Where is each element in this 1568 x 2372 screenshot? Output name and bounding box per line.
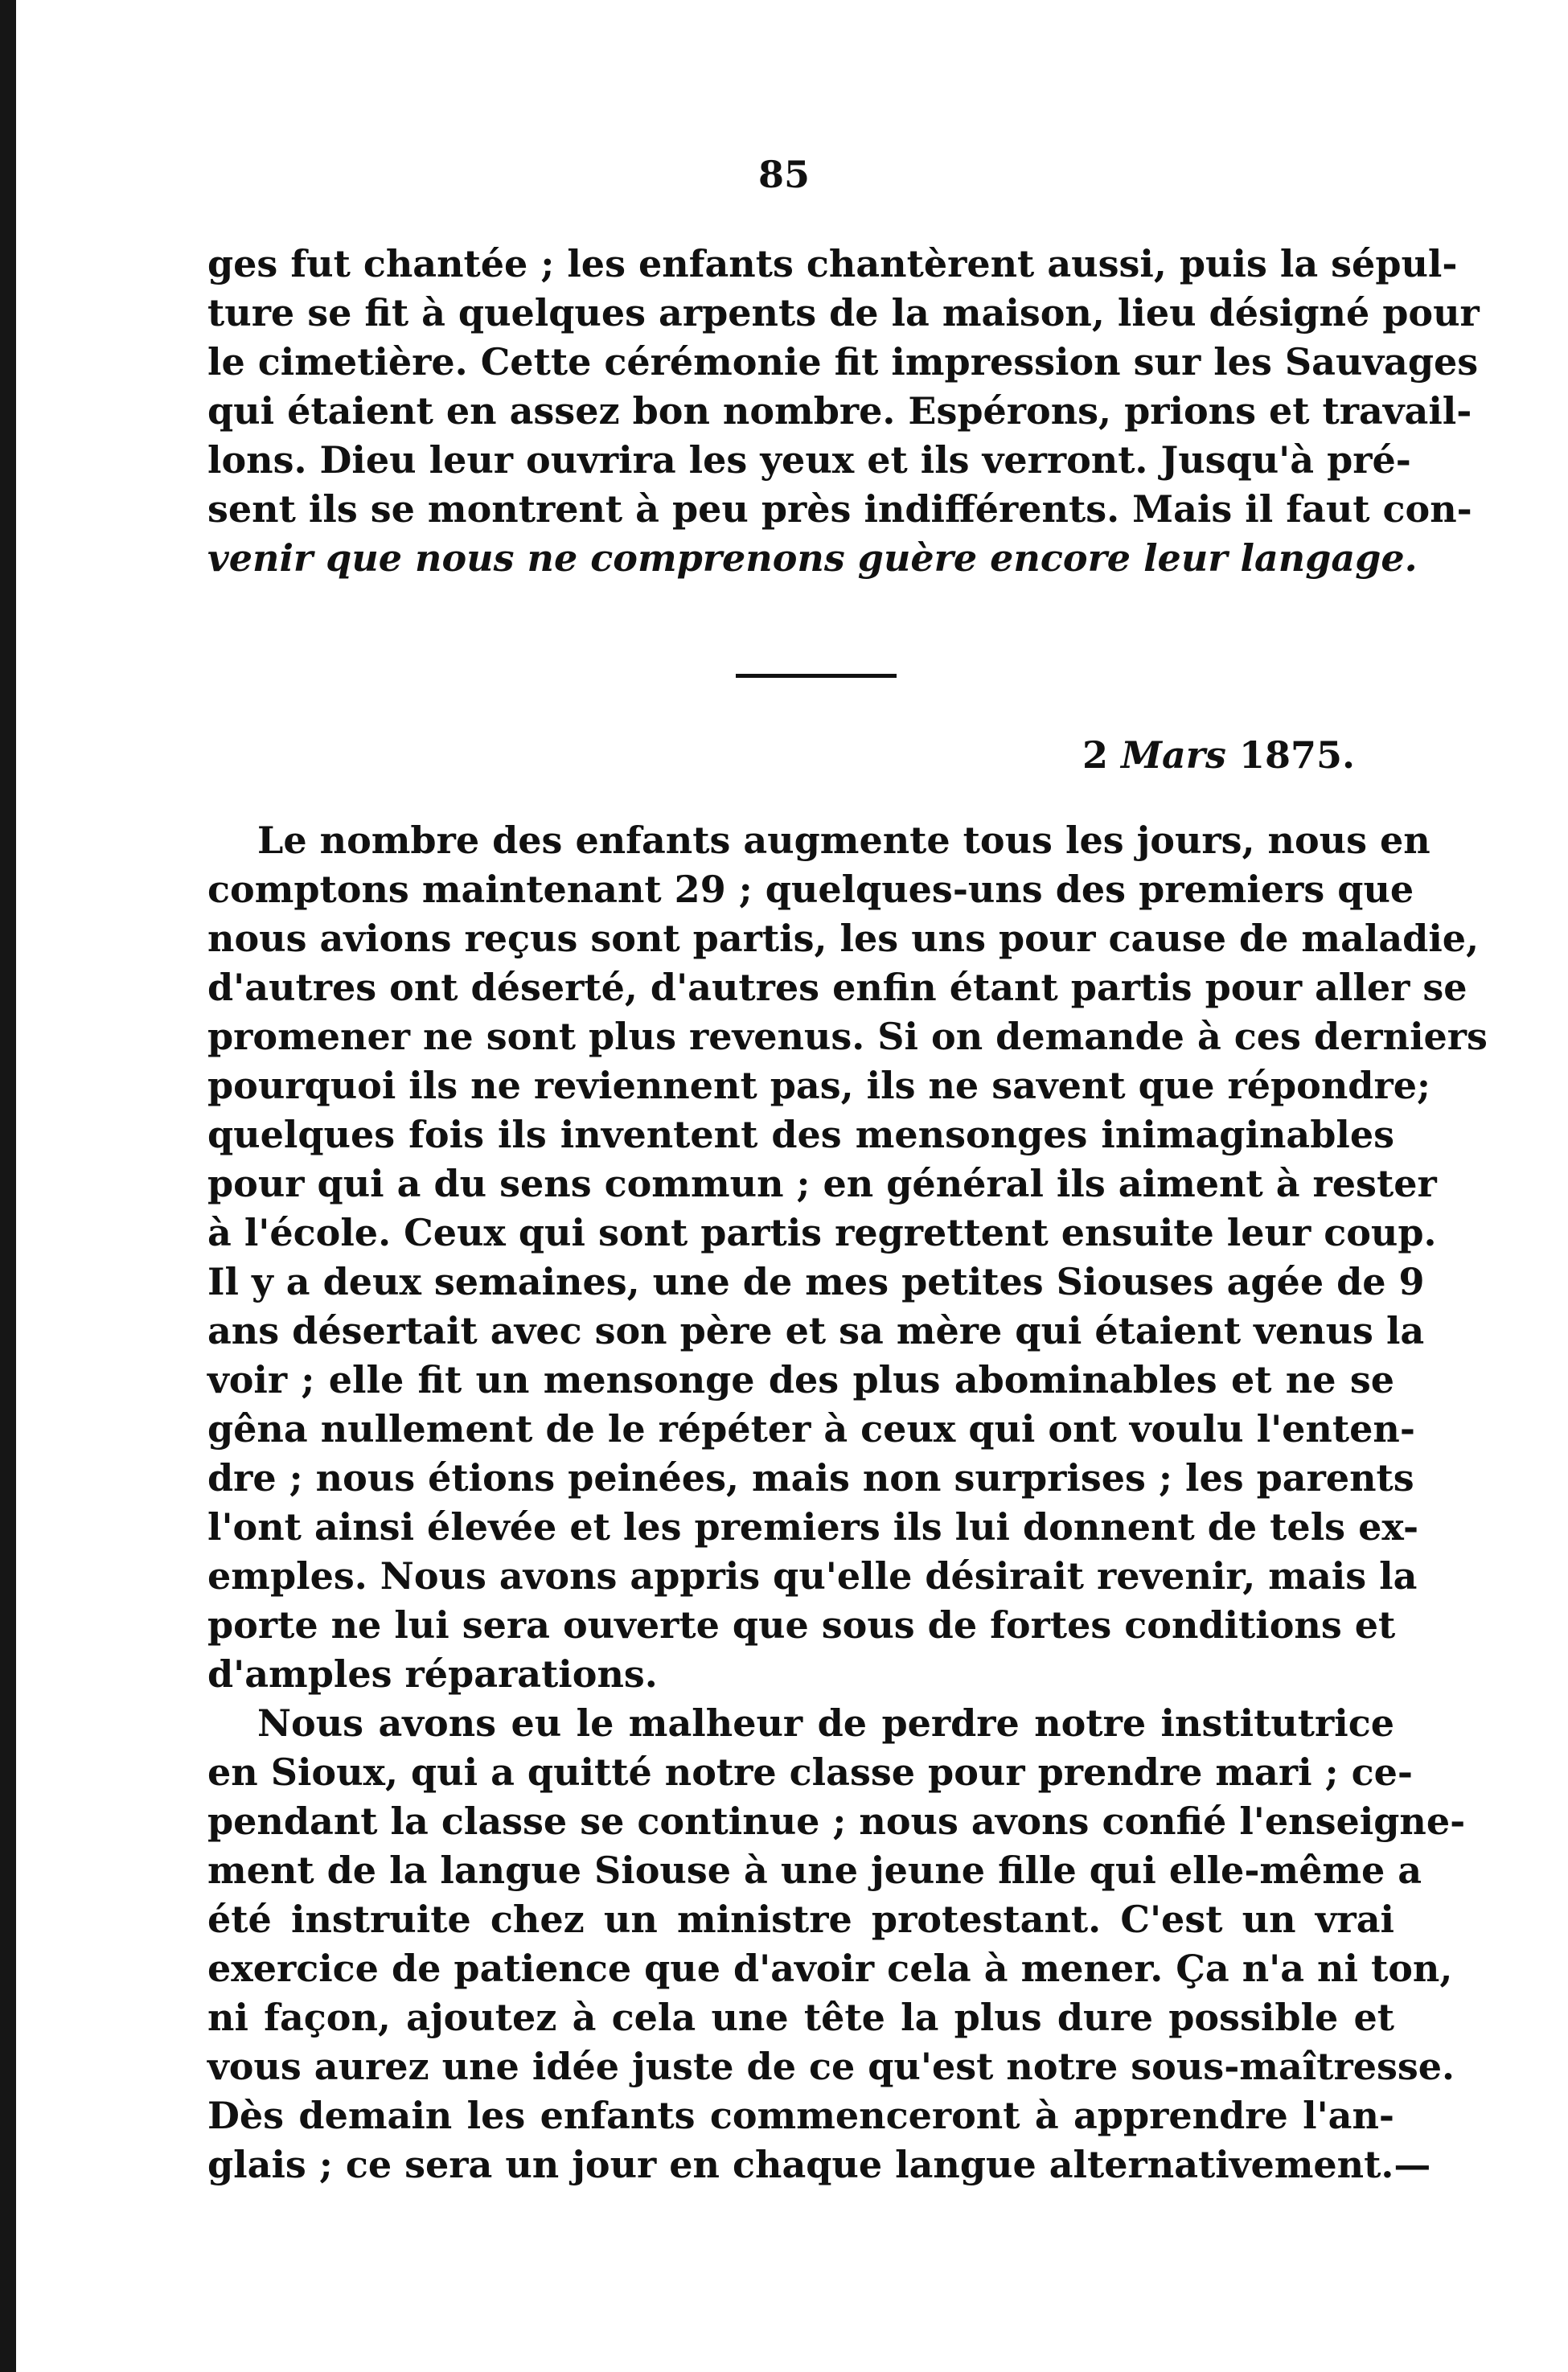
text-line: nous avions reçus sont partis, les uns pour cause de maladie, <box>207 917 1480 960</box>
date-day: 2 <box>1082 733 1109 777</box>
text-line: sent ils se montrent à peu près indifférents. Mais il faut con- <box>207 487 1472 531</box>
text-line: ment de la langue Siouse à une jeune fille qui elle-même a <box>207 1849 1422 1892</box>
text-line: gêna nullement de le répéter à ceux qui ont voulu l'enten- <box>207 1407 1415 1451</box>
date-year: 1875. <box>1238 733 1355 777</box>
text-line: qui étaient en assez bon nombre. Espérons, prions et travail- <box>207 389 1472 433</box>
text-line: pourquoi ils ne reviennent pas, ils ne savent que répondre; <box>207 1064 1430 1107</box>
top-paragraph <box>207 240 1480 583</box>
scan-edge <box>0 0 16 2372</box>
entry-date <box>1082 733 1355 777</box>
text-line: voir ; elle fit un mensonge des plus abominables et ne se <box>207 1358 1394 1401</box>
text-line: vous aurez une idée juste de ce qu'est notre sous-maîtresse. <box>207 2045 1455 2088</box>
text-line: comptons maintenant 29 ; quelques-uns des premiers que <box>207 868 1414 911</box>
text-line: à l'école. Ceux qui sont partis regrettent ensuite leur coup. <box>207 1211 1437 1254</box>
text-line: pour qui a du sens commun ; en général ils aiment à rester <box>207 1162 1437 1205</box>
text-line: emples. Nous avons appris qu'elle désirait revenir, mais la <box>207 1554 1418 1598</box>
text-line: ans désertait avec son père et sa mère qui étaient venus la <box>207 1309 1425 1352</box>
text-line: ni façon, ajoutez à cela une tête la plus dure possible et <box>207 1996 1394 2039</box>
text-line: venir que nous ne comprenons guère encore leur langage. <box>207 536 1418 580</box>
main-body <box>207 816 1488 2189</box>
text-line: d'amples réparations. <box>207 1652 658 1696</box>
text-line: promener ne sont plus revenus. Si on demande à ces derniers <box>207 1015 1488 1058</box>
text-line: Il y a deux semaines, une de mes petites Siouses agée de 9 <box>207 1260 1425 1303</box>
date-month: Mars <box>1121 733 1226 777</box>
text-line: Nous avons eu le malheur de perdre notre institutrice <box>257 1701 1394 1745</box>
section-separator <box>736 674 897 678</box>
text-line: exercice de patience que d'avoir cela à mener. Ça n'a ni ton, <box>207 1947 1453 1990</box>
text-line: quelques fois ils inventent des mensonges inimaginables <box>207 1113 1394 1156</box>
text-line: en Sioux, qui a quitté notre classe pour prendre mari ; ce- <box>207 1750 1413 1794</box>
text-line: ges fut chantée ; les enfants chantèrent aussi, puis la sépul- <box>207 242 1458 285</box>
text-line: pendant la classe se continue ; nous avons confié l'enseigne- <box>207 1800 1466 1843</box>
text-line: Dès demain les enfants commenceront à apprendre l'an- <box>207 2094 1394 2137</box>
text-line: glais ; ce sera un jour en chaque langue alternativement.— <box>207 2143 1431 2186</box>
text-line: dre ; nous étions peinées, mais non surprises ; les parents <box>207 1456 1414 1500</box>
text-line: ture se fit à quelques arpents de la maison, lieu désigné pour <box>207 291 1480 334</box>
page-number: 85 <box>757 153 810 196</box>
text-line: d'autres ont déserté, d'autres enfin étant partis pour aller se <box>207 966 1467 1009</box>
text-line: porte ne lui sera ouverte que sous de fortes conditions et <box>207 1603 1396 1647</box>
text-line: été instruite chez un ministre protestant. C'est un vrai <box>207 1898 1394 1941</box>
text-line: lons. Dieu leur ouvrira les yeux et ils verront. Jusqu'à pré- <box>207 438 1411 482</box>
text-line: le cimetière. Cette cérémonie fit impression sur les Sauvages <box>207 340 1479 384</box>
text-line: l'ont ainsi élevée et les premiers ils lui donnent de tels ex- <box>207 1505 1419 1549</box>
text-line: Le nombre des enfants augmente tous les jours, nous en <box>257 819 1430 862</box>
